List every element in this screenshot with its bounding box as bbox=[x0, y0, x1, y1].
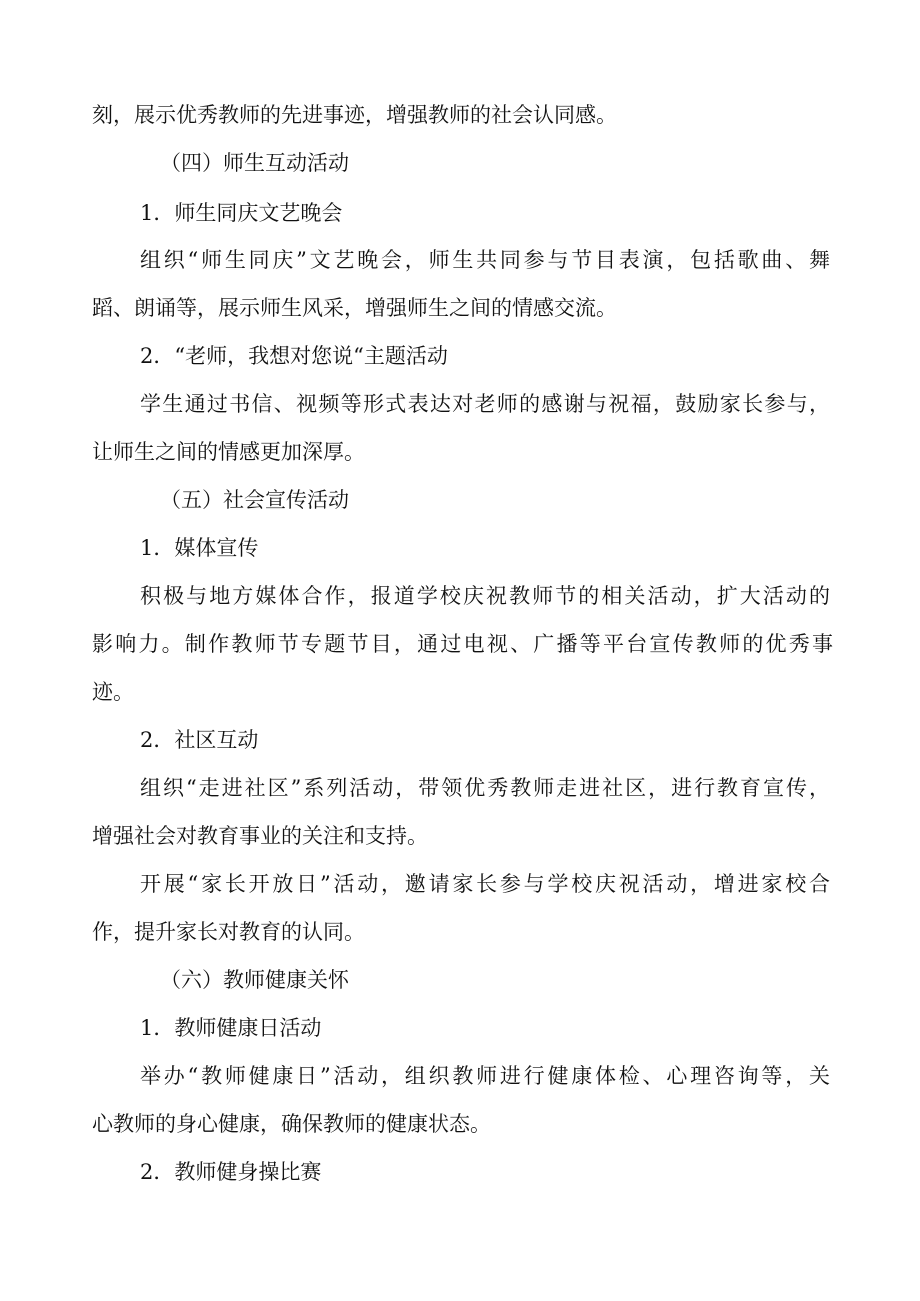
item-heading: 2．“老师，我想对您说“主题活动 bbox=[140, 344, 448, 368]
paragraph-line: 积极与地方媒体合作，报道学校庆祝教师节的相关活动，扩大活动的 bbox=[140, 584, 830, 608]
section-heading: （五）社会宣传活动 bbox=[160, 488, 349, 512]
paragraph-line: 增强社会对教育事业的关注和支持。 bbox=[92, 824, 428, 848]
paragraph-line: 影响力。制作教师节专题节目，通过电视、广播等平台宣传教师的优秀事 bbox=[92, 632, 833, 656]
item-heading: 1．媒体宣传 bbox=[140, 536, 259, 560]
paragraph-line: 刻，展示优秀教师的先进事迹，增强教师的社会认同感。 bbox=[92, 103, 617, 127]
paragraph-line: 迹。 bbox=[92, 680, 134, 704]
section-heading: （六）教师健康关怀 bbox=[160, 968, 349, 992]
paragraph-line: 学生通过书信、视频等形式表达对老师的感谢与祝福，鼓励家长参与， bbox=[140, 392, 830, 416]
item-heading: 2．教师健身操比赛 bbox=[140, 1160, 322, 1184]
paragraph-line: 举办“教师健康日”活动，组织教师进行健康体检、心理咨询等，关 bbox=[140, 1064, 830, 1088]
paragraph-line: 组织“走进社区”系列活动，带领优秀教师走进社区，进行教育宣传， bbox=[140, 776, 830, 800]
item-heading: 1．师生同庆文艺晚会 bbox=[140, 201, 343, 225]
paragraph-line: 蹈、朗诵等，展示师生风采，增强师生之间的情感交流。 bbox=[92, 296, 617, 320]
paragraph-line: 开展“家长开放日”活动，邀请家长参与学校庆祝活动，增进家校合 bbox=[140, 872, 830, 896]
item-heading: 2．社区互动 bbox=[140, 728, 259, 752]
paragraph-line: 心教师的身心健康，确保教师的健康状态。 bbox=[92, 1112, 491, 1136]
section-heading: （四）师生互动活动 bbox=[160, 151, 349, 175]
paragraph-line: 组织“师生同庆”文艺晚会，师生共同参与节目表演，包括歌曲、舞 bbox=[140, 248, 830, 272]
item-heading: 1．教师健康日活动 bbox=[140, 1016, 322, 1040]
paragraph-line: 作，提升家长对教育的认同。 bbox=[92, 920, 365, 944]
paragraph-line: 让师生之间的情感更加深厚。 bbox=[92, 440, 365, 464]
